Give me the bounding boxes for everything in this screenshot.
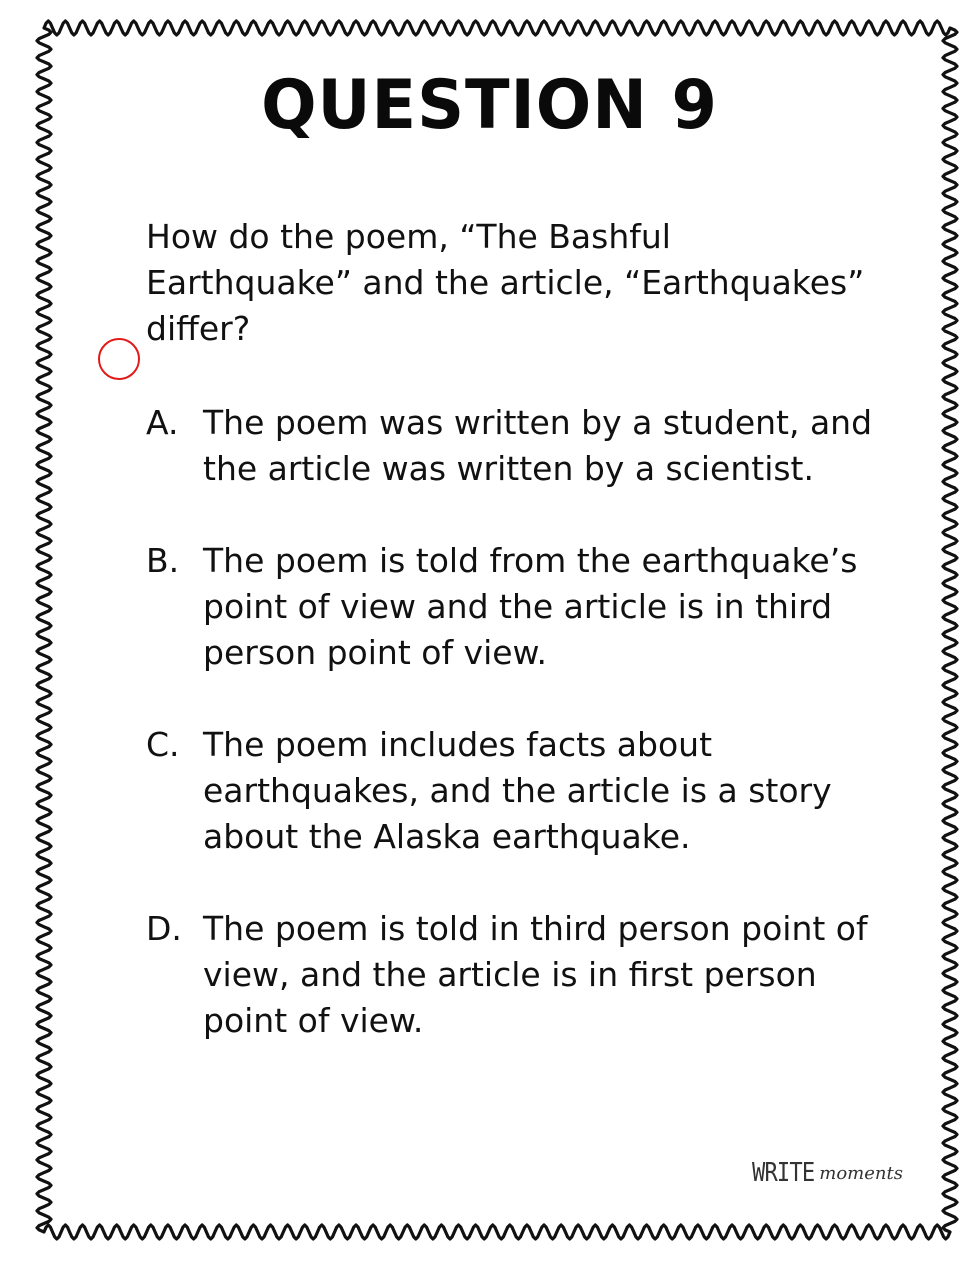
answer-option-d[interactable] xyxy=(146,906,886,1044)
page-title: QUESTION 9 xyxy=(261,66,718,145)
question-text: How do the poem, “The Bashful Earthquake” and the article, “Earthquakes” differ? xyxy=(146,217,865,348)
answer-option-b[interactable] xyxy=(146,538,886,676)
answer-text: The poem includes facts about earthquakes, and the article is a story about the Alaska earthquake. xyxy=(203,725,832,856)
answer-text: The poem is told from the earthquake’s point of view and the article is in third person point of view. xyxy=(203,541,858,672)
answer-letter: B. xyxy=(146,541,180,580)
brand-logo-part2: moments xyxy=(819,1163,903,1184)
answer-letter: D. xyxy=(146,909,182,948)
answer-text: The poem was written by a student, and the article was written by a scientist. xyxy=(203,403,873,488)
answer-option-c[interactable] xyxy=(146,722,886,860)
brand-logo-part1: WRITE xyxy=(752,1158,815,1188)
answer-text: The poem is told in third person point of view, and the article is in first person point of view. xyxy=(203,909,868,1040)
brand-logo xyxy=(752,1158,903,1188)
answer-letter: A. xyxy=(146,403,179,442)
answer-letter: C. xyxy=(146,725,180,764)
answer-option-a[interactable] xyxy=(146,400,886,492)
red-circle-marker xyxy=(98,338,140,380)
